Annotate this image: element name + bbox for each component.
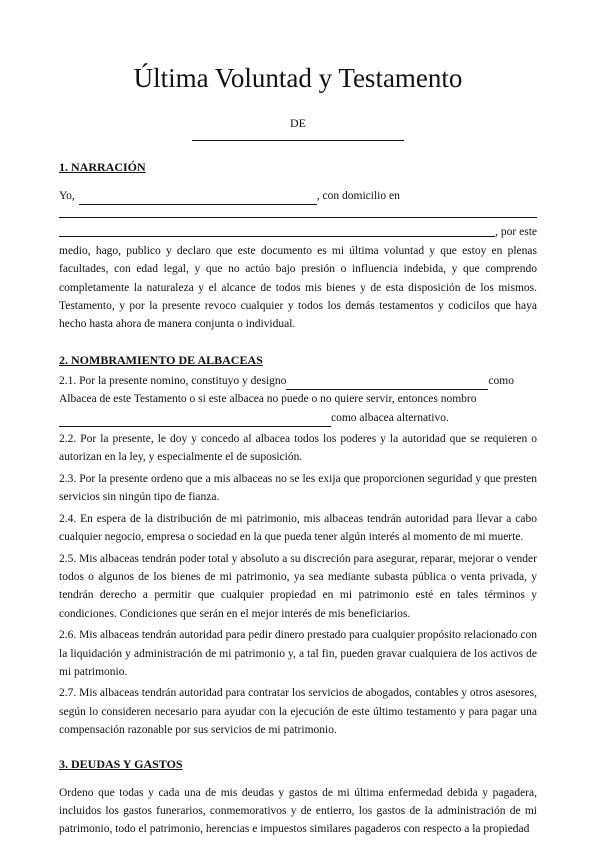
clause-2-4: 2.4. En espera de la distribución de mi patrimonio, mis albaceas tendrán autoridad para llevar a cabo cualquier negocio, empresa o sociedad en la que pueda tener algún interés al momento de mi muerte. — [59, 512, 537, 544]
yo-label: Yo, — [59, 190, 75, 202]
name-blank[interactable] — [79, 193, 317, 205]
clause-2-3: 2.3. Por la presente ordeno que a mis albaceas no se les exija que proporcionen seguridad y que presten servicios sin ningún tipo de fianza. — [59, 472, 537, 504]
clause-2-2: 2.2. Por la presente, le doy y concedo al albacea todos los poderes y la autoridad que se requieren o autorizan en la ley, y especialmente el de suposición. — [59, 433, 537, 464]
narracion-body: medio, hago, publico y declaro que este documento es mi última voluntad y que estoy en plenas facultades, con edad legal, y que no actúo bajo presión o influencia indebida, y que comprendo completamente la naturaleza y el alcance de todos mis bienes y de esta disposición de los mismos. Testamento, y por la presente revoco cualquier y todos los demás testamentos y codicilos que haya hecho hasta ahora de manera conjunta o individual. — [59, 244, 537, 331]
executor-blank[interactable] — [286, 378, 488, 390]
section-deudas — [59, 756, 537, 839]
clause-2-1-c: Albacea de este Testamento o si este albacea no puede o no quiere servir, entonces nombro — [59, 393, 477, 406]
clause-2-5: 2.5. Mis albaceas tendrán poder total y absoluto a su discreción para asegurar, reparar, mejorar o vender todos o algunos de los bienes de mi patrimonio, ya sea mediante subasta pública o venta privada, y tendrán derecho a permitir que cualquier propiedad en mi patrimonio esté en tales términos y condiciones. Condiciones que serán en el mejor interés de mis beneficiarios. — [59, 552, 537, 620]
clause-2-1-line-3 — [59, 409, 537, 427]
address-blank-1[interactable] — [59, 205, 537, 218]
section-heading: 2. NOMBRAMIENTO DE ALBACEAS — [59, 352, 263, 367]
clause-2-1-d: como albacea alternativo. — [331, 411, 449, 424]
yo-line — [59, 187, 537, 205]
document-title: Última Voluntad y Testamento — [133, 63, 463, 93]
deudas-body: Ordeno que todas y cada una de mis deudas y gastos de mi última enfermedad debida y pagadera, incluidos los gastos funerarios, conmemorativos y de entierro, los gastos de la administración de mi patrimonio, todo el patrimonio, herencias e impuestos similares pagaderos con respecto a la propiedad — [59, 786, 537, 836]
section-heading: 3. DEUDAS Y GASTOS — [59, 756, 183, 771]
section-heading: 1. NARRACIÓN — [59, 160, 146, 174]
de-label: DE — [290, 116, 306, 130]
clause-2-1-b: como — [488, 374, 514, 387]
address-line-1 — [59, 205, 537, 223]
por-este-label: , por este — [495, 226, 537, 239]
section-narracion — [59, 159, 537, 334]
section-albaceas — [59, 352, 537, 740]
address-blank-2[interactable] — [59, 224, 495, 237]
clause-2-6: 2.6. Mis albaceas tendrán autoridad para pedir dinero prestado para cualquier propósito relacionado con la liquidación y administración de mi patrimonio y, a tal fin, pueden gravar cualquiera de los activos de mi patrimonio. — [59, 629, 537, 678]
clause-2-7: 2.7. Mis albaceas tendrán autoridad para contratar los servicios de abogados, contables y otros asesores, según lo consideren necesario para ayudar con la ejecución de este último testamento y para pagar una compensación razonable por sus servicios de mi patrimonio. — [59, 687, 537, 737]
address-line-2 — [59, 223, 537, 241]
testator-name-blank[interactable] — [192, 140, 404, 141]
domicilio-label: , con domicilio en — [316, 190, 400, 202]
clause-2-1-a: 2.1. Por la presente nomino, constituyo y designo — [59, 374, 287, 387]
alternate-executor-blank[interactable] — [59, 415, 331, 427]
clause-2-1-line-1 — [59, 372, 537, 390]
